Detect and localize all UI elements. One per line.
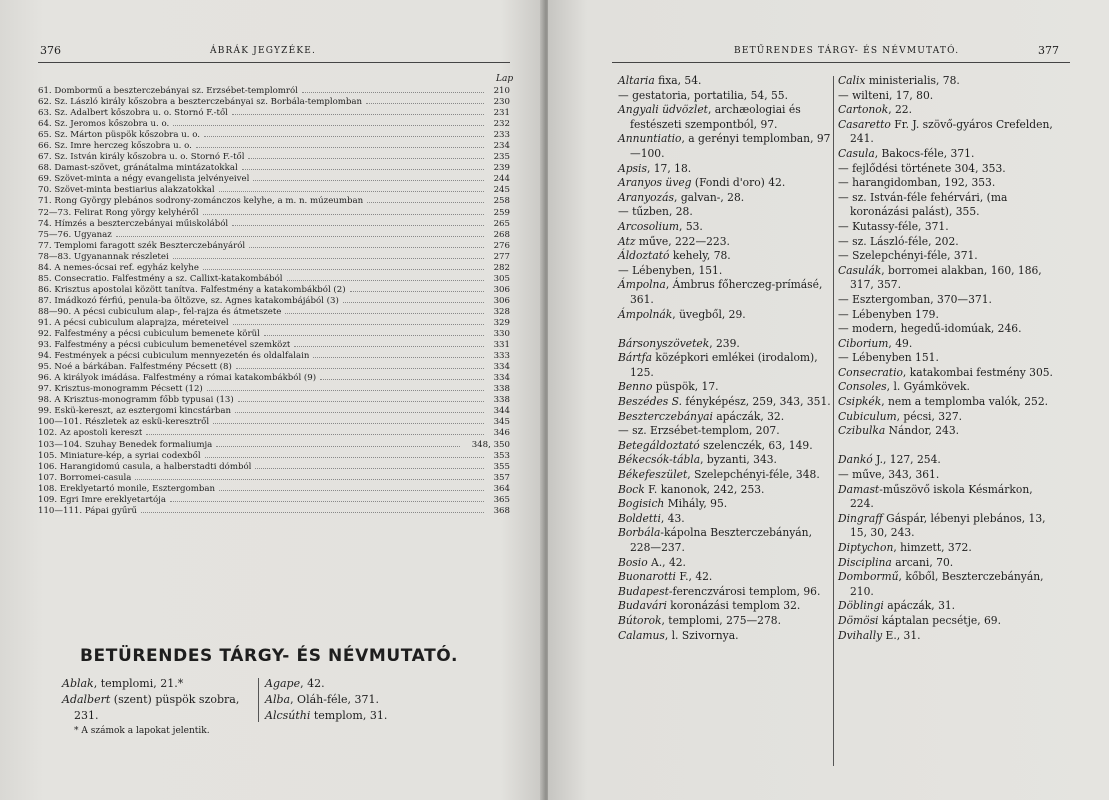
leader-dots [287,280,484,281]
index-term: Calix [838,74,866,87]
index-entry: Békefeszület, Szelepchényi-féle, 348. [618,468,820,482]
index-entry: — Esztergomban, 370—371. [838,292,992,306]
index-entry: Disciplina arcani, 70. [838,555,954,569]
leader-dots [170,501,484,502]
leader-dots [146,434,484,435]
figure-entry [38,318,510,329]
index-entry [618,322,832,337]
figure-title: 96. A királyok imádása. Falfestmény a római katakombákból (9) [38,373,317,384]
index-entry: Consecratio, katakombai festmény 305. [838,365,1053,379]
figure-page: 233 [493,130,510,141]
index-entry: Dömösi káptalan pecsétje, 69. [838,613,1001,627]
figure-title: 99. Eskü-kereszt, az esztergomi kincstárban [38,406,231,417]
index-entry: Bogisich Mihály, 95. [618,497,728,511]
index-term: Dömösi [838,613,879,627]
index-entry: — gestatoria, portatilia, 54, 55. [618,88,788,102]
figure-title: 85. Consecratio. Falfestmény a sz. Callixt-katakombából [38,273,283,284]
index-term: Békefeszület [618,468,688,482]
index-term: Buonarotti [618,570,676,584]
figure-page: 348, 350 [471,439,510,450]
left-page [0,0,544,800]
figure-entry [38,351,510,362]
figure-entry [38,417,510,428]
figure-title: 100—101. Részletek az eskü-keresztről [38,417,210,428]
figure-page: 365 [493,494,510,505]
index-term: Altaria [618,74,655,87]
index-term: Annuntiatio [618,132,682,146]
leader-dots [173,125,484,126]
index-term: Dingraff [838,511,883,525]
index-entry: Alcsúthi templom, 31. [265,709,388,722]
index-entry: — fejlődési története 304, 353. [838,161,1006,175]
index-entry: Békecsók-tábla, byzanti, 343. [618,453,777,467]
index-entry: Budapest-ferenczvárosi templom, 96. [618,584,821,598]
index-entry: — harangidomban, 192, 353. [838,176,996,190]
figure-page: 333 [493,351,510,362]
figure-entry [38,428,510,439]
index-entry: Betegáldoztató szelenczék, 63, 149. [618,438,813,452]
figure-entry [38,230,510,241]
figure-page: 334 [493,373,510,384]
index-term: Consoles [838,380,887,394]
figure-title: 69. Szövet-minta a négy evangelista jelvényeivel [38,174,250,185]
figure-title: 61. Dombormű a beszterczebányai sz. Erzsébet-templomról [38,86,298,96]
figure-title: 102. Az apostoli kereszt [38,428,143,439]
figure-entry [38,163,510,174]
figure-page: 306 [493,284,510,295]
running-head: BETŰRENDES TÁRGY- ÉS NÉVMUTATÓ. [734,46,960,56]
index-entry: Dvihally E., 31. [838,628,921,642]
figure-entry [38,495,510,506]
index-entry: Bútorok, templomi, 275—278. [618,613,781,627]
figure-title: 62. Sz. László király kőszobra a beszterczebányai sz. Borbála-templomban [38,97,363,108]
index-term: Budavári [618,599,667,613]
figure-title: 77. Templomi faragott szék Beszterczebányáról [38,240,246,251]
figure-entry [38,130,510,141]
index-term: Diptychon [838,541,894,554]
figure-entry [38,263,510,274]
index-entry: Bock F. kanonok, 242, 253. [618,482,765,496]
index-term: Calamus [618,628,665,642]
index-entry: Beszterczebányai apáczák, 32. [618,409,785,423]
index-entry: Ciborium, 49. [838,336,913,350]
index-term: Ámpolnák [618,307,673,321]
leader-dots [343,302,484,303]
leader-dots [135,479,484,480]
figure-entry [38,97,510,108]
figure-page: 277 [493,251,510,262]
index-entry: — Lébenyben 179. [838,307,939,321]
figure-entry [38,462,510,473]
leader-dots [242,169,484,170]
leader-dots [203,269,484,270]
figure-page: 268 [493,229,510,240]
leader-dots [294,346,484,347]
figure-page: 245 [493,185,510,196]
index-term: Damast [838,482,880,496]
index-term: Boldetti [618,511,661,525]
index-term: Bártfa [618,351,652,365]
index-column-left [618,74,832,643]
index-term: Agape [265,677,301,690]
figure-entry [38,506,510,517]
index-entry: Annuntiatio, a gerényi templomban, 97—100. [618,132,831,160]
figure-page: 368 [493,505,510,516]
index-entry: Calamus, l. Szivornya. [618,628,739,642]
index-column-2 [265,676,455,724]
index-entry: Casula, Bakocs-féle, 371. [838,146,975,160]
index-column-right [838,74,1058,643]
figure-page: 331 [493,340,510,351]
figure-page: 265 [493,218,510,229]
figure-page: 355 [493,461,510,472]
figure-entry [38,274,510,285]
leader-dots [249,247,484,248]
index-entry: Bártfa középkori emlékei (irodalom), 125. [618,351,818,379]
leader-dots [350,291,484,292]
index-term: Alcsúthi [265,709,311,722]
figure-page: 259 [493,207,510,218]
index-entry: Áldoztató kehely, 78. [618,249,731,263]
index-term: Döblingi [838,599,884,613]
leader-dots [203,214,484,215]
figure-title: 87. Imádkozó férfiú, penula-ba öltözve, sz. Ágnes katakombájából (3) [38,295,339,306]
figure-title: 103—104. Szuhay Benedek formaliumja [38,439,213,450]
figure-entry [38,141,510,152]
figure-entry [38,406,510,417]
figure-title: 92. Falfestmény a pécsi cubiculum bemenete körül [38,329,260,340]
figure-entry [38,185,510,196]
leader-dots [255,468,484,469]
leader-dots [232,114,484,115]
figure-title: 91. A pécsi cubiculum alaprajza, méreteivel [38,317,229,328]
figure-page: 344 [493,406,510,417]
leader-dots [238,401,484,402]
index-entry: Döblingi apáczák, 31. [838,599,956,613]
figure-page: 346 [493,428,510,439]
leader-dots [216,446,460,447]
page-number: 377 [1038,44,1059,57]
figure-entry [38,86,510,97]
figure-title: 106. Harangidomú casula, a halberstadti dómból [38,461,252,472]
footnote: * A számok a lapokat jelentik. [74,726,210,736]
lap-label: Lap [496,74,514,84]
figure-page: 258 [493,196,510,207]
index-entry: Bosio A., 42. [618,555,686,569]
index-entry: Consoles, l. Gyámkövek. [838,380,970,394]
index-entry: Dingraff Gáspár, lébenyi plebános, 13, 15, 30, 243. [838,511,1046,540]
leader-dots [320,379,484,380]
index-entry: Ámpolna, Ámbrus főherczeg-prímásé, 361. [618,278,823,306]
index-term: Beszédes S. [618,395,683,409]
leader-dots [366,103,484,104]
index-term: Adalbert [62,693,111,706]
index-entry: Csipkék, nem a templomba valók, 252. [838,395,1049,409]
figure-page: 353 [493,450,510,461]
index-entry: Beszédes S. fényképész, 259, 343, 351. [618,395,831,409]
figure-title: 110—111. Pápai gyűrű [38,505,138,516]
index-term: Casulák [838,263,882,277]
index-entry: Benno püspök, 17. [618,380,719,394]
figure-page: 334 [493,362,510,373]
leader-dots [367,202,484,203]
figure-page: 232 [493,119,510,130]
index-term: Bútorok [618,613,662,627]
index-entry: Apsis, 17, 18. [618,161,692,175]
index-entry: Dankó J., 127, 254. [838,453,941,467]
index-term: Csipkék [838,395,882,409]
leader-dots [313,357,484,358]
index-entry: Angyali üdvözlet, archæologiai és festészeti szempontból, 97. [618,103,801,131]
index-entry: — tűzben, 28. [618,205,693,219]
index-entry: Atz műve, 222—223. [618,234,730,248]
index-term: Alba [265,693,291,706]
figure-title: 74. Hímzés a beszterczebányai műiskolából [38,218,229,229]
figure-entry [38,285,510,296]
figure-page: 305 [493,273,510,284]
figure-entry [38,484,510,495]
index-entry: Arcosolium, 53. [618,219,703,233]
index-entry: — wilteni, 17, 80. [838,88,934,102]
index-entry: Buonarotti F., 42. [618,570,713,584]
figure-entry [38,108,510,119]
figure-entry [38,451,510,462]
index-column-1 [62,676,252,724]
index-entry: — sz. István-féle fehérvári, (ma koronázási palást), 355. [838,190,1008,219]
figure-title: 95. Noé a bárkában. Falfestmény Pécsett (8) [38,362,232,373]
index-entry: Diptychon, himzett, 372. [838,541,972,554]
figure-page: 282 [493,262,510,273]
figure-title: 63. Sz. Adalbert kőszobra u. o. Stornó F.-től [38,108,228,119]
figure-page: 244 [493,174,510,185]
figure-list [38,86,510,517]
figure-title: 70. Szövet-minta bestiarius alakzatokkal [38,185,215,196]
index-entry: — sz. Erzsébet-templom, 207. [618,424,780,438]
figure-title: 105. Miniature-kép, a syriai codexből [38,450,201,461]
index-entry: Ámpolnák, üvegből, 29. [618,307,746,321]
leader-dots [233,324,484,325]
index-entry: Calix ministerialis, 78. [838,74,960,87]
index-entry: Dombormű, kőből, Beszterczebányán, 210. [838,570,1044,598]
figure-title: 109. Egri Imre ereklyetartója [38,494,166,505]
figure-entry [38,119,510,130]
index-term: Consecratio [838,365,903,379]
figure-entry [38,241,510,252]
header-rule [38,62,510,63]
figure-title: 108. Ereklyetartó monile, Esztergomban [38,483,216,494]
index-term: Betegáldoztató [618,438,700,452]
leader-dots [196,147,484,148]
leader-dots [213,423,484,424]
figure-entry [38,362,510,373]
index-entry: Cartonok, 22. [838,103,912,117]
index-entry: Alba, Oláh-féle, 371. [265,693,380,706]
index-entry: — Kutassy-féle, 371. [838,219,949,233]
index-entry: Aranyos üveg (Fondi d'oro) 42. [618,176,786,190]
figure-page: 345 [493,417,510,428]
figure-title: 78—83. Ugyanannak részletei [38,251,169,262]
figure-page: 235 [493,152,510,163]
figure-title: 93. Falfestmény a pécsi cubiculum bemenetével szemközt [38,340,291,351]
leader-dots [219,191,484,192]
figure-entry [38,296,510,307]
figure-page: 239 [493,163,510,174]
index-term: Aranyozás [618,190,675,204]
leader-dots [116,236,484,237]
column-divider [258,678,259,722]
index-term: Bogisich [618,497,665,511]
index-entry: Casulák, borromei alakban, 160, 186, 317, 357. [838,263,1042,292]
index-term: Ablak [62,677,94,690]
index-term: Disciplina [838,555,892,569]
index-entry: Aranyozás, galvan-, 28. [618,190,745,204]
index-term: Bock [618,482,645,496]
index-term: Arcosolium [618,219,680,233]
figure-page: 364 [493,483,510,494]
figure-page: 306 [493,295,510,306]
figure-page: 338 [493,384,510,395]
figure-title: 65. Sz. Márton püspök kőszobra u. o. [38,130,200,141]
figure-title: 72—73. Felirat Rong yörgy kelyhéről [38,207,199,218]
figure-title: 86. Krisztus apostolai között tanítva. Falfestmény a katakombákból (2) [38,284,346,295]
running-head: ÁBRÁK JEGYZÉKE. [210,46,317,56]
index-entry [838,439,1058,454]
leader-dots [264,335,484,336]
leader-dots [173,258,484,259]
figure-page: 231 [493,108,510,119]
index-term: Bosio [618,555,648,569]
figure-entry [38,373,510,384]
figure-entry [38,219,510,230]
index-term: Borbála [618,526,661,540]
figure-entry [38,174,510,185]
index-term: Dombormű [838,570,899,584]
figure-page: 357 [493,472,510,483]
index-entry: Borbála-kápolna Beszterczebányán, 228—237. [618,526,812,554]
index-term: Békecsók-tábla [618,453,701,467]
column-divider [833,76,834,766]
figure-title: 107. Borromei-casula [38,472,132,483]
figure-title: 88—90. A pécsi cubiculum alap-, fel-rajza és átmetszete [38,306,282,317]
figure-title: 75—76. Ugyanaz [38,229,112,240]
index-term: Beszterczebányai [618,409,713,423]
index-term: Atz [618,234,636,248]
index-term: Czibulka [838,424,886,438]
figure-title: 68. Damast-szövet, gránátalma mintázatokkal [38,163,238,174]
figure-title: 66. Sz. Imre herczeg kőszobra u. o. [38,141,192,152]
index-term: Dvihally [838,628,883,642]
figure-title: 84. A nemes-ócsai ref. egyház kelyhe [38,262,199,273]
index-entry: Ablak, templomi, 21.* [62,677,184,690]
figure-entry [38,329,510,340]
figure-entry [38,307,510,318]
figure-entry [38,395,510,406]
index-entry: Budavári koronázási templom 32. [618,599,801,613]
leader-dots [253,180,484,181]
index-entry: — Lébenyben, 151. [618,263,723,277]
page-number: 376 [40,44,61,57]
index-entry: — műve, 343, 361. [838,468,940,482]
figure-page: 234 [493,141,510,152]
index-entry: — Lébenyben 151. [838,351,939,365]
leader-dots [236,368,484,369]
index-heading: BETÜRENDES TÁRGY- ÉS NÉVMUTATÓ. [80,646,459,666]
figure-title: 98. A Krisztus-monogramm főbb typusai (13) [38,395,234,406]
header-rule [612,62,1070,63]
figure-entry [38,252,510,263]
leader-dots [219,490,484,491]
leader-dots [141,512,484,513]
leader-dots [232,225,484,226]
figure-entry [38,340,510,351]
leader-dots [302,92,484,93]
index-entry: Boldetti, 43. [618,511,685,525]
index-term: Aranyos üveg [618,176,692,190]
figure-entry [38,384,510,395]
index-term: Budapest [618,584,669,598]
index-term: Benno [618,380,653,394]
index-term: Ciborium [838,336,889,350]
leader-dots [207,390,484,391]
index-term: Cartonok [838,103,889,117]
figure-title: 64. Sz. Jeromos kőszobra u. o. [38,119,170,130]
index-entry: Cubiculum, pécsi, 327. [838,409,963,423]
index-term: Dankó [838,453,873,467]
leader-dots [205,457,484,458]
index-entry: Damast-műszövő iskola Késmárkon, 224. [838,482,1033,511]
index-entry: Bársonyszövetek, 239. [618,336,740,350]
index-entry: Adalbert (szent) püspök szobra, 231. [62,693,240,722]
index-entry: — sz. László-féle, 202. [838,234,959,248]
index-term: Áldoztató [618,249,670,263]
figure-title: 97. Krisztus-monogramm Pécsett (12) [38,384,203,395]
figure-entry [38,473,510,484]
index-term: Ámpolna [618,278,666,292]
figure-page: 338 [493,395,510,406]
index-entry: — Szelepchényi-féle, 371. [838,249,978,263]
index-term: Casula [838,146,875,160]
figure-page: 210 [493,86,510,96]
figure-title: 94. Festmények a pécsi cubiculum mennyezetén és oldalfalain [38,351,310,362]
figure-page: 328 [493,306,510,317]
leader-dots [204,136,484,137]
index-term: Apsis [618,161,647,175]
index-entry: — modern, hegedű-idomúak, 246. [838,322,1022,336]
leader-dots [248,158,484,159]
figure-page: 230 [493,97,510,108]
index-entry: Altaria fixa, 54. [618,74,702,87]
index-term: Angyali üdvözlet [618,103,708,117]
figure-entry [38,208,510,219]
index-term: Cubiculum [838,409,897,423]
figure-title: 71. Rong György plebános sodrony-zománczos kelyhe, a m. n. múzeumban [38,196,364,207]
leader-dots [285,313,484,314]
index-term: Bársonyszövetek [618,336,710,350]
index-entry: Czibulka Nándor, 243. [838,424,960,438]
figure-page: 276 [493,240,510,251]
figure-entry [38,152,510,163]
figure-page: 329 [493,317,510,328]
figure-entry [38,196,510,207]
figure-page: 330 [493,329,510,340]
figure-entry [38,440,510,451]
index-term: Casaretto [838,117,891,131]
index-entry: Agape, 42. [265,677,325,690]
index-entry: Casaretto Fr. J. szövő-gyáros Crefelden, 241. [838,117,1053,146]
figure-title: 67. Sz. István király kőszobra u. o. Stornó F.-től [38,152,245,163]
leader-dots [235,412,484,413]
